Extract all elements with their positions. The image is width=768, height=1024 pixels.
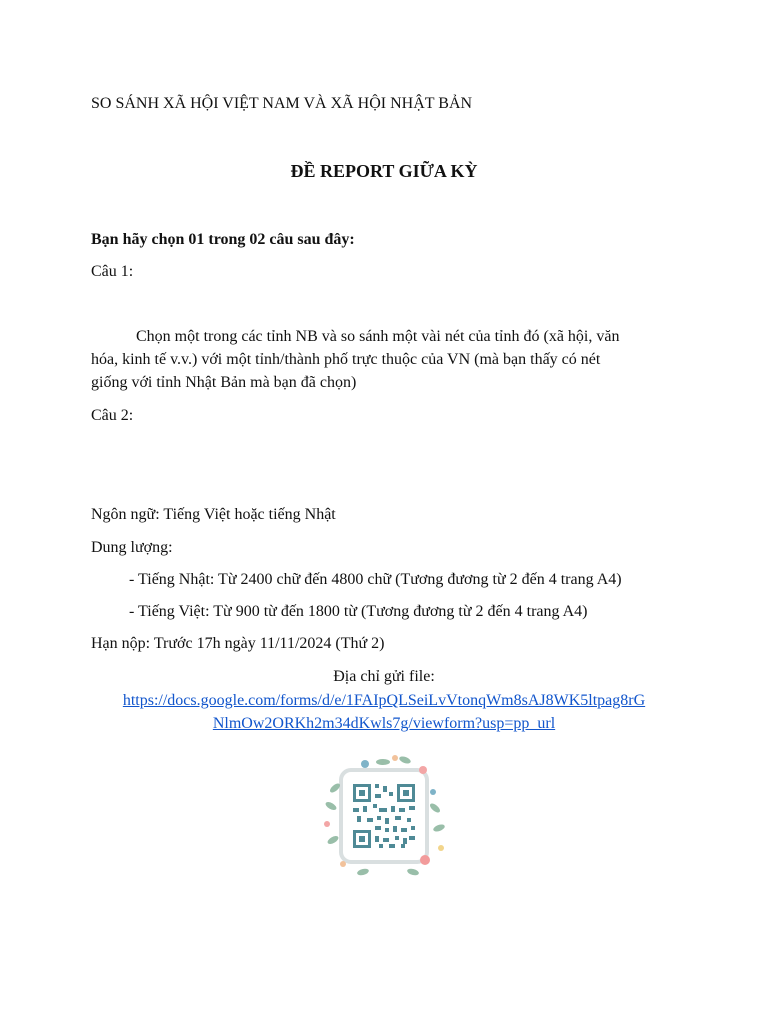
- question1-line: giống với tỉnh Nhật Bản mà bạn đã chọn): [91, 374, 357, 391]
- instruction-text: Bạn hãy chọn 01 trong 02 câu sau đây:: [91, 231, 355, 248]
- submit-address-label: Địa chỉ gửi file:: [333, 668, 435, 685]
- question1-line: Chọn một trong các tỉnh NB và so sánh một vài nét của tỉnh đó (xã hội, văn: [136, 328, 620, 345]
- question1-label: Câu 1:: [91, 263, 134, 280]
- report-title: ĐỀ REPORT GIỮA KỲ: [290, 161, 478, 181]
- question1-text: [91, 325, 681, 394]
- language-text: Ngôn ngữ: Tiếng Việt hoặc tiếng Nhật: [91, 506, 336, 523]
- capacity-japanese: - Tiếng Nhật: Từ 2400 chữ đến 4800 chữ (Tương đương từ 2 đến 4 trang A4): [129, 571, 622, 588]
- capacity-label: Dung lượng:: [91, 539, 173, 556]
- question1-line: hóa, kinh tế v.v.) với một tỉnh/thành phố trực thuộc của VN (mà bạn thấy có nét: [91, 351, 601, 368]
- floral-frame-icon: [313, 748, 455, 886]
- submit-link-line[interactable]: https://docs.google.com/forms/d/e/1FAIpQLSeiLvVtonqWm8sAJ8WK5ltpag8rG: [122, 692, 646, 709]
- deadline-text: Hạn nộp: Trước 17h ngày 11/11/2024 (Thứ 2): [91, 635, 385, 652]
- course-title: SO SÁNH XÃ HỘI VIỆT NAM VÀ XÃ HỘI NHẬT BẢN: [91, 95, 473, 112]
- submit-link-line[interactable]: NlmOw2ORKh2m34dKwls7g/viewform?usp=pp_url: [212, 715, 556, 732]
- capacity-vietnamese: - Tiếng Việt: Từ 900 từ đến 1800 từ (Tương đương từ 2 đến 4 trang A4): [129, 603, 588, 620]
- submit-form-link[interactable]: [0, 689, 768, 735]
- question2-label: Câu 2:: [91, 407, 134, 424]
- qr-code-image: [313, 748, 455, 886]
